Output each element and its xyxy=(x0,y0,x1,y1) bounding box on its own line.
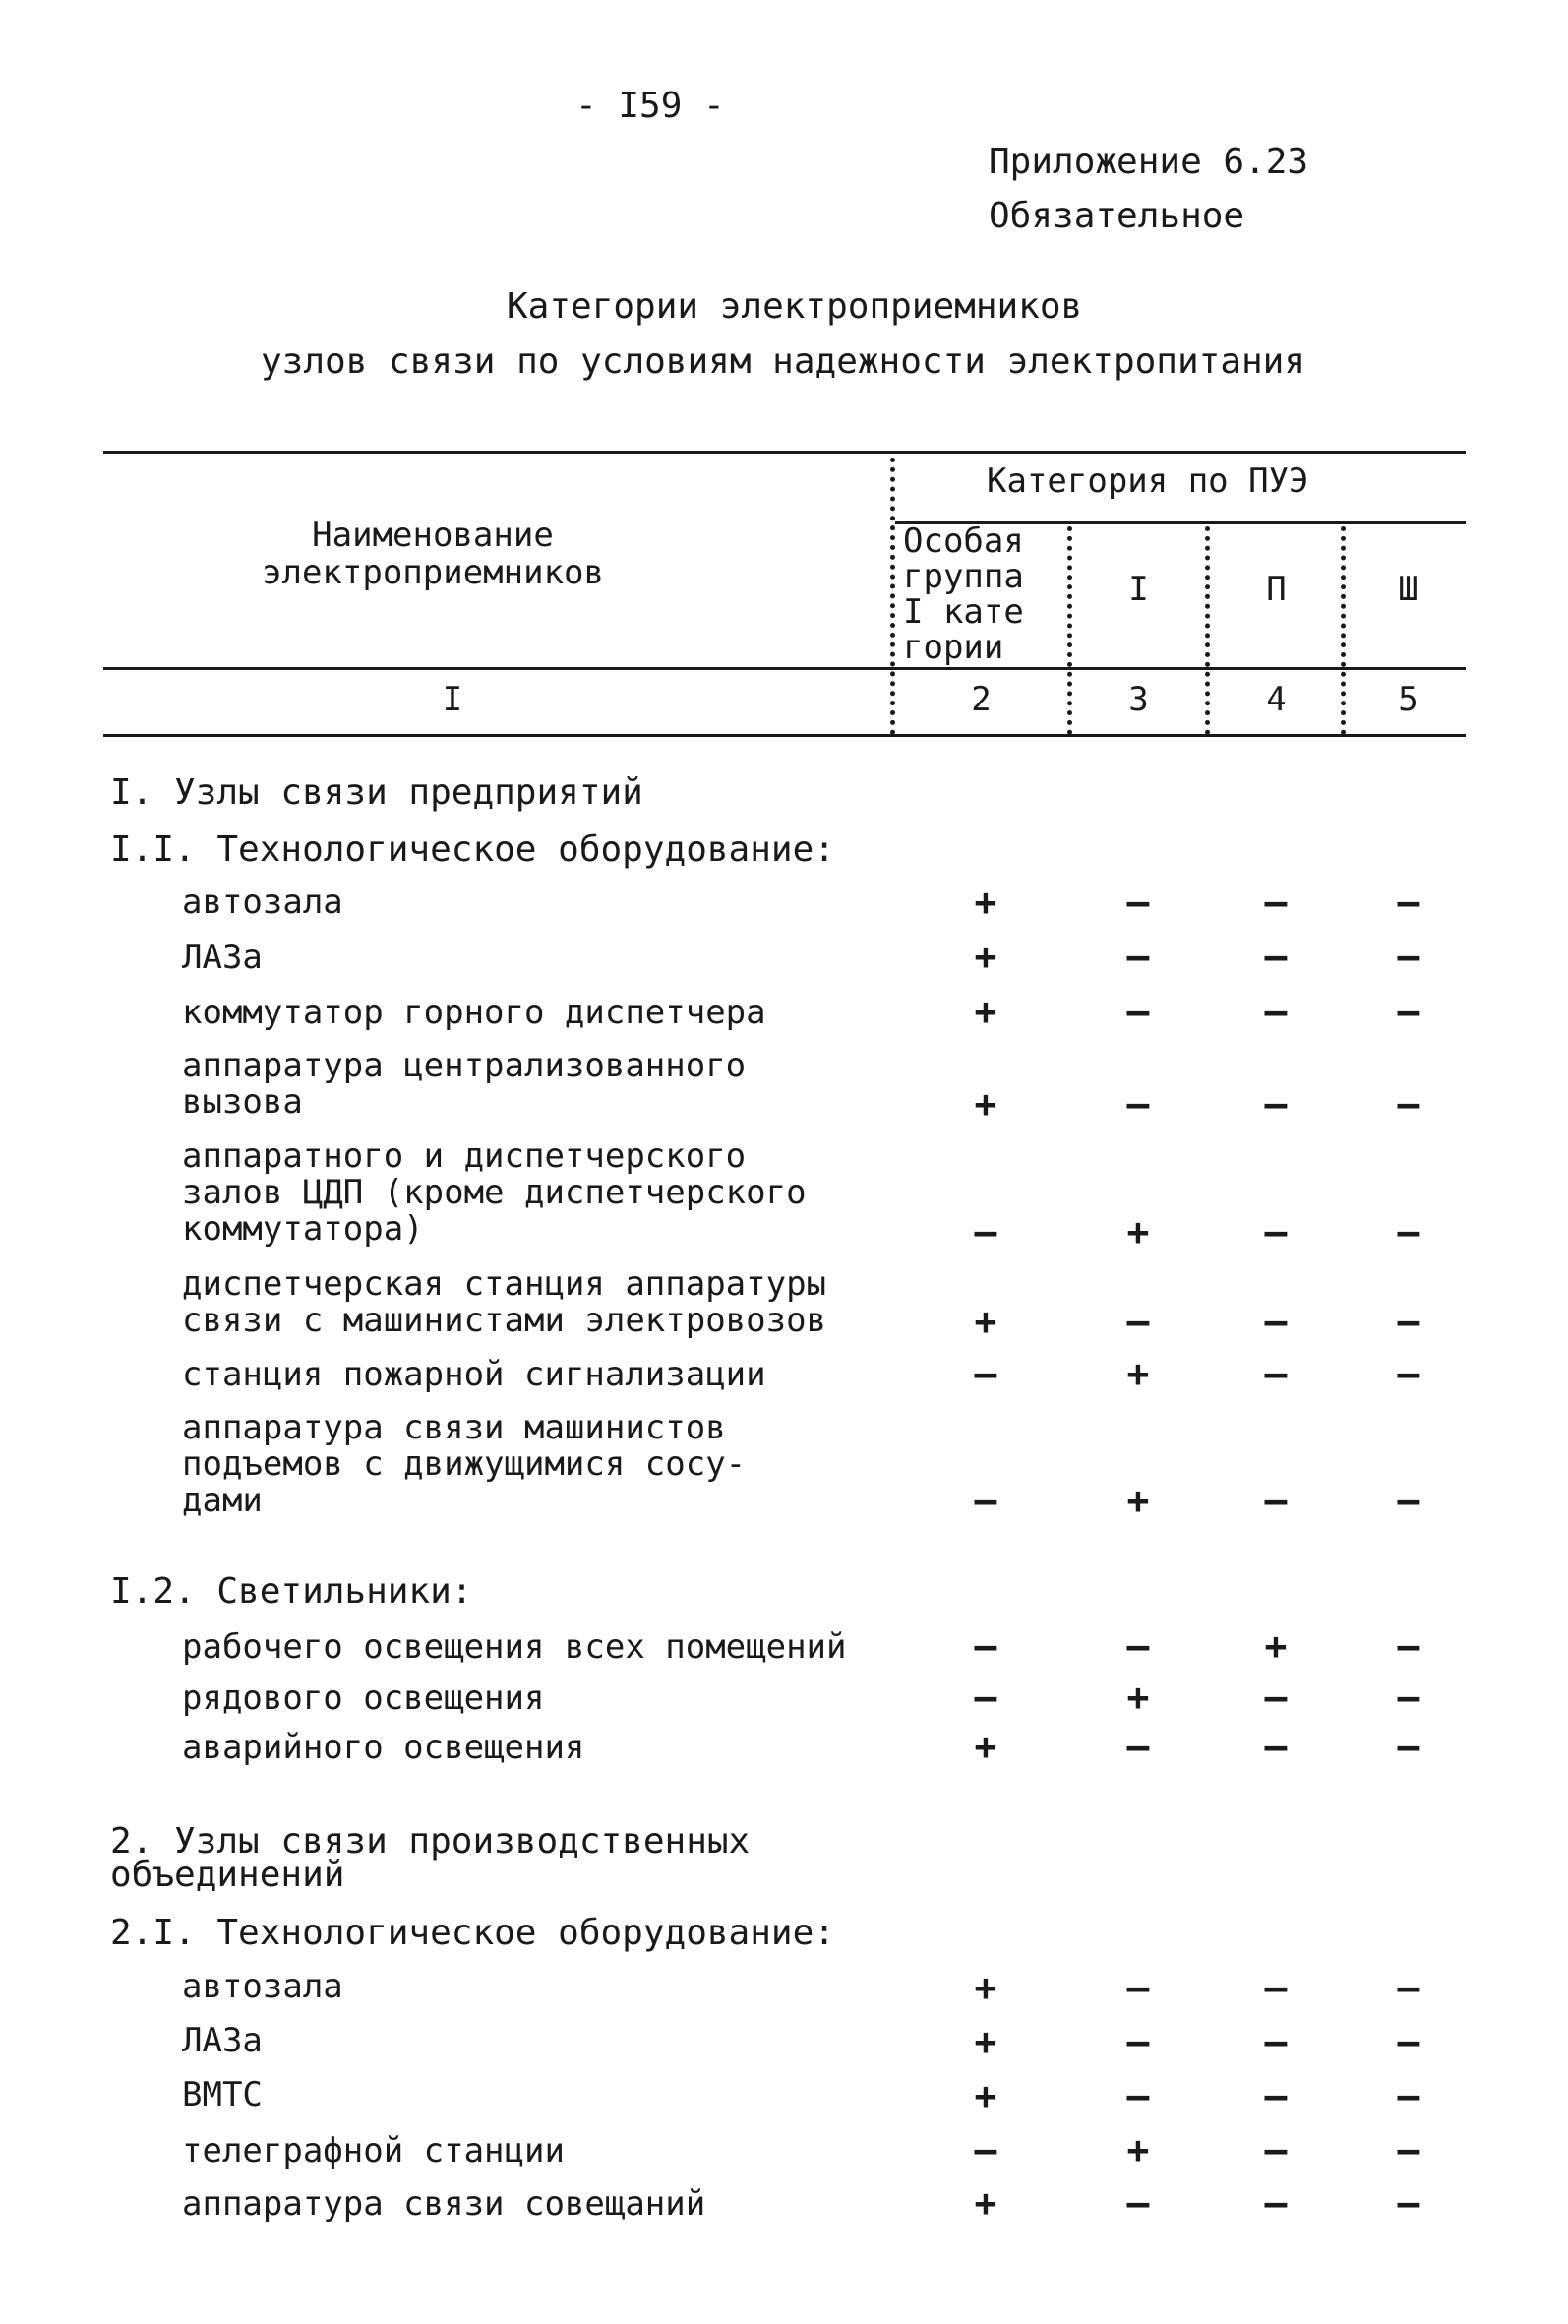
header-category-caption: Категория по ПУЭ xyxy=(987,461,1309,501)
table-row-name: станция пожарной сигнализации xyxy=(182,1355,766,1394)
category-mark: + xyxy=(1126,1210,1150,1254)
column-separator xyxy=(1205,526,1210,735)
category-mark: + xyxy=(974,2074,997,2117)
category-mark: – xyxy=(1126,1082,1150,1126)
category-mark: – xyxy=(974,1479,997,1522)
table-row-name: аварийного освещения xyxy=(182,1728,585,1767)
column-separator xyxy=(1067,526,1072,735)
category-mark: – xyxy=(1264,1352,1288,1395)
subsection-heading: 2.I. Технологическое оборудование: xyxy=(110,1913,835,1953)
category-mark: + xyxy=(974,2181,997,2225)
column-separator xyxy=(1341,526,1346,735)
page-number: - I59 - xyxy=(575,86,725,126)
category-mark: – xyxy=(1397,881,1420,924)
category-mark: – xyxy=(1264,935,1288,978)
column-number: 5 xyxy=(1398,680,1418,719)
table-row-name: аппаратура связи машинистов подъемов с движущимися сосу- дами xyxy=(182,1408,747,1520)
table-row-name: рядового освещения xyxy=(182,1679,545,1718)
category-mark: – xyxy=(1126,1624,1150,1668)
header-category-II: П xyxy=(1266,570,1287,609)
category-mark: + xyxy=(974,1966,997,2009)
category-mark: – xyxy=(1397,2020,1420,2063)
category-mark: + xyxy=(974,990,997,1033)
category-mark: + xyxy=(1126,1352,1150,1395)
category-mark: – xyxy=(974,1624,997,1668)
column-number: 2 xyxy=(971,680,992,719)
number-row-rule xyxy=(103,734,1466,737)
category-mark: – xyxy=(1126,1300,1150,1343)
table-row-name: ВМТС xyxy=(182,2075,263,2114)
column-separator xyxy=(890,458,895,735)
category-mark: – xyxy=(1397,1624,1420,1668)
category-mark: – xyxy=(1126,1966,1150,2009)
category-mark: – xyxy=(974,1352,997,1395)
category-mark: + xyxy=(1126,1479,1150,1522)
category-mark: – xyxy=(1397,1352,1420,1395)
header-special-group: Особая группа I кате гории xyxy=(903,521,1024,667)
category-mark: – xyxy=(1264,1300,1288,1343)
category-mark: + xyxy=(974,2020,997,2063)
category-mark: – xyxy=(1126,2074,1150,2117)
category-mark: – xyxy=(1397,990,1420,1033)
category-mark: – xyxy=(1397,1966,1420,2009)
category-mark: + xyxy=(974,935,997,978)
category-mark: – xyxy=(1264,881,1288,924)
header-category-I: I xyxy=(1128,570,1149,609)
category-mark: – xyxy=(1397,1210,1420,1254)
category-mark: – xyxy=(1264,2128,1288,2171)
table-row-name: автозала xyxy=(182,1967,343,2006)
category-mark: – xyxy=(1126,990,1150,1033)
column-number: 3 xyxy=(1128,680,1149,719)
category-mark: – xyxy=(1397,2181,1420,2225)
category-mark: – xyxy=(1264,1082,1288,1126)
category-mark: + xyxy=(1126,1676,1150,1719)
header-bottom-rule xyxy=(103,667,1466,670)
table-row-name: коммутатор горного диспетчера xyxy=(182,993,766,1032)
table-row-name: рабочего освещения всех помещений xyxy=(182,1627,847,1667)
category-mark: – xyxy=(1264,2181,1288,2225)
category-mark: – xyxy=(1264,1210,1288,1254)
category-mark: – xyxy=(974,2128,997,2171)
subsection-heading: I.I. Технологическое оборудование: xyxy=(110,829,835,870)
category-mark: – xyxy=(974,1210,997,1254)
column-number: 4 xyxy=(1266,680,1287,719)
category-mark: – xyxy=(1264,1725,1288,1768)
category-mark: + xyxy=(974,1300,997,1343)
category-mark: – xyxy=(1264,2020,1288,2063)
title-line-1: Категории электроприемников xyxy=(507,286,1083,327)
section-heading: I. Узлы связи предприятий xyxy=(110,772,643,813)
category-mark: – xyxy=(1397,1300,1420,1343)
category-mark: – xyxy=(1397,1725,1420,1768)
category-mark: – xyxy=(1397,2074,1420,2117)
category-mark: – xyxy=(1126,2181,1150,2225)
category-mark: – xyxy=(1264,1479,1288,1522)
table-row-name: ЛАЗа xyxy=(182,938,263,977)
table-row-name: аппаратура связи совещаний xyxy=(182,2184,706,2224)
category-mark: + xyxy=(974,881,997,924)
subsection-heading: I.2. Светильники: xyxy=(110,1571,473,1612)
table-row-name: аппаратура централизованного вызова xyxy=(182,1046,747,1122)
category-mark: – xyxy=(1126,881,1150,924)
category-mark: – xyxy=(1126,2020,1150,2063)
appendix-label: Приложение 6.23 xyxy=(989,142,1309,182)
header-category-III: Ш xyxy=(1398,570,1418,609)
table-row-name: ЛАЗа xyxy=(182,2021,263,2060)
category-mark: – xyxy=(1397,935,1420,978)
category-mark: – xyxy=(1264,1966,1288,2009)
category-mark: – xyxy=(974,1676,997,1719)
category-mark: + xyxy=(974,1725,997,1768)
category-mark: – xyxy=(1397,1082,1420,1126)
category-mark: + xyxy=(974,1082,997,1126)
category-mark: – xyxy=(1126,935,1150,978)
header-name-column: Наименование электроприемников xyxy=(262,516,604,592)
table-row-name: автозала xyxy=(182,883,343,922)
table-top-rule xyxy=(103,451,1466,454)
category-mark: – xyxy=(1397,1676,1420,1719)
title-line-2: узлов связи по условиям надежности электропитания xyxy=(261,341,1306,382)
column-number: I xyxy=(442,680,463,719)
category-mark: + xyxy=(1264,1624,1288,1668)
category-mark: + xyxy=(1126,2128,1150,2171)
category-mark: – xyxy=(1397,1479,1420,1522)
category-mark: – xyxy=(1264,2074,1288,2117)
category-mark: – xyxy=(1264,990,1288,1033)
category-mark: – xyxy=(1397,2128,1420,2171)
section-heading: 2. Узлы связи производственных объединений xyxy=(110,1821,751,1895)
category-mark: – xyxy=(1264,1676,1288,1719)
category-mark: – xyxy=(1126,1725,1150,1768)
table-row-name: диспетчерская станция аппаратуры связи с машинистами электровозов xyxy=(182,1264,827,1340)
table-row-name: аппаратного и диспетчерского залов ЦДП (кроме диспетчерского коммутатора) xyxy=(182,1136,807,1249)
mandatory-label: Обязательное xyxy=(989,196,1245,236)
table-row-name: телеграфной станции xyxy=(182,2131,565,2171)
